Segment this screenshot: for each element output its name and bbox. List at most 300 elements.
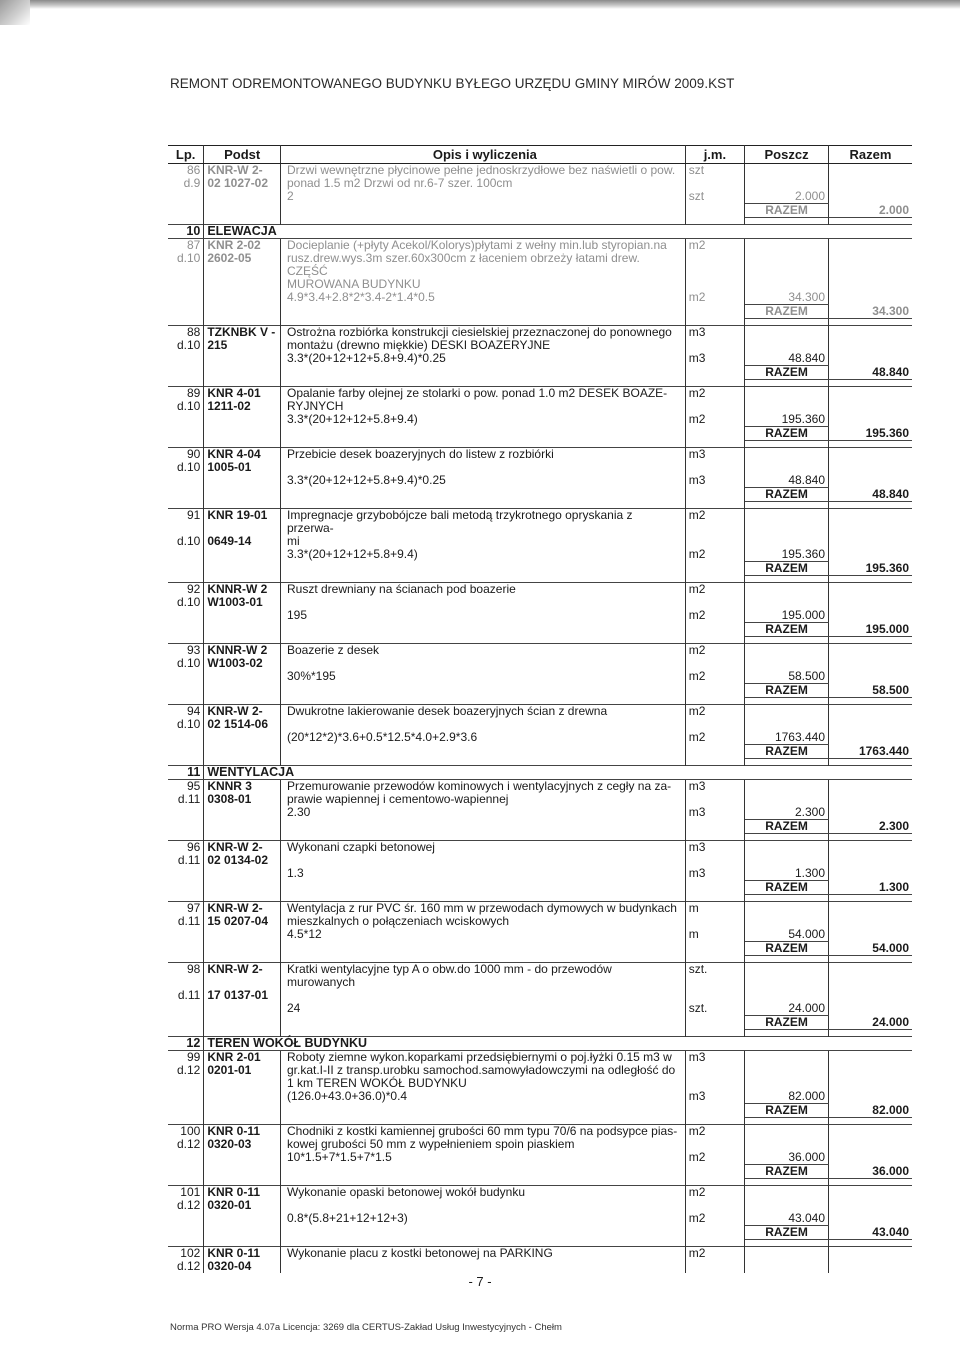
empty-cell [685, 1165, 744, 1179]
formula-unit: szt [685, 190, 744, 204]
description-line: Docieplanie (+płyty Acekol/Kolorys)płytami z wełny min.lub styropian.na [280, 239, 685, 253]
empty-cell [168, 352, 204, 366]
razem-value: 36.000 [829, 1165, 912, 1179]
position-sub: d.10 [168, 535, 204, 548]
empty-cell [280, 488, 685, 502]
formula: 10*1.5+7*1.5+7*1.5 [280, 1151, 685, 1165]
razem-label: RAZEM [745, 820, 829, 834]
quantity: 1.300 [745, 867, 829, 881]
razem-row [168, 488, 912, 502]
col-lp: Lp. [168, 146, 204, 164]
position-sub: d.10 [168, 657, 204, 670]
empty-cell [168, 427, 204, 441]
table-header-row [168, 146, 912, 164]
formula: 2 [280, 190, 685, 204]
podstawa-cell [204, 1077, 281, 1090]
position-number: 91 [168, 509, 204, 536]
spacer-row [168, 218, 912, 225]
razem-label: RAZEM [745, 427, 829, 441]
unit-cell: m3 [685, 780, 744, 794]
poszcz-cell [745, 583, 829, 597]
podstawa-cell: 0201-01 [204, 1064, 281, 1077]
podstawa-cell: 0320-01 [204, 1199, 281, 1212]
razem-label: RAZEM [745, 562, 829, 576]
empty-cell [168, 928, 204, 942]
empty-cell [168, 1090, 204, 1104]
razem-cell [829, 963, 912, 990]
position-sub [168, 1077, 204, 1090]
description-line: Przemurowanie przewodów kominowych i wentylacyjnych z cegły na za- [280, 780, 685, 794]
col-poszcz: Poszcz [745, 146, 829, 164]
razem-cell [829, 164, 912, 178]
position-sub: d.10 [168, 339, 204, 352]
formula: 3.3*(20+12+12+5.8+9.4)*0.25 [280, 352, 685, 366]
empty-cell [168, 190, 204, 204]
section-title: WENTYLACJA [204, 766, 912, 780]
unit-cell: m2 [685, 509, 744, 536]
unit-cell: m3 [685, 841, 744, 855]
measurement-row [168, 731, 912, 745]
table-row [168, 1051, 912, 1065]
empty-cell [829, 474, 912, 488]
empty-cell [204, 413, 281, 427]
description-line: mi [280, 535, 685, 548]
empty-cell [204, 731, 281, 745]
document-header: REMONT ODREMONTOWANEGO BUDYNKU BYŁEGO URZĘDU GMINY MIRÓW 2009.KST [170, 76, 735, 91]
podstawa-cell: KNR-W 2- [204, 164, 281, 178]
measurement-row [168, 928, 912, 942]
razem-row [168, 684, 912, 698]
empty-cell [204, 1104, 281, 1118]
position-sub: d.10 [168, 400, 204, 413]
razem-cell [829, 509, 912, 536]
position-number: 101 [168, 1186, 204, 1200]
razem-row [168, 881, 912, 895]
description-line: Wentylacja z rur PVC śr. 160 mm w przewodach dymowych w budynkach [280, 902, 685, 916]
formula: 24 [280, 1002, 685, 1016]
table-row [168, 1260, 912, 1273]
section-number: 10 [168, 225, 204, 239]
description-line: RYJNYCH [280, 400, 685, 413]
description-line: Wykonani czapki betonowej [280, 841, 685, 855]
empty-cell [829, 291, 912, 305]
podstawa-cell: KNR 0-11 [204, 1247, 281, 1261]
table-row [168, 583, 912, 597]
podstawa-cell: 02 0134-02 [204, 854, 281, 867]
empty-cell [829, 731, 912, 745]
spacer-cell [745, 1030, 829, 1037]
position-number: 92 [168, 583, 204, 597]
quantity: 82.000 [745, 1090, 829, 1104]
col-podst: Podst [204, 146, 281, 164]
empty-cell [280, 1165, 685, 1179]
empty-cell [829, 548, 912, 562]
podstawa-cell: KNR-W 2- [204, 963, 281, 990]
description-line: ponad 1.5 m2 Drzwi od nr.6-7 szer. 100cm [280, 177, 685, 190]
position-number: 94 [168, 705, 204, 719]
razem-value: 58.500 [829, 684, 912, 698]
position-sub: d.11 [168, 915, 204, 928]
table-row [168, 1247, 912, 1261]
position-number: 98 [168, 963, 204, 990]
empty-cell [204, 305, 281, 319]
razem-label: RAZEM [745, 684, 829, 698]
podstawa-cell: KNR-W 2- [204, 705, 281, 719]
quantity: 48.840 [745, 352, 829, 366]
table-row [168, 252, 912, 278]
spacer-row [168, 637, 912, 644]
podstawa-cell: 15 0207-04 [204, 915, 281, 928]
poszcz-cell [745, 252, 829, 278]
razem-value: 1.300 [829, 881, 912, 895]
formula: 4.9*3.4+2.8*2*3.4-2*1.4*0.5 [280, 291, 685, 305]
formula: 0.8*(5.8+21+12+12+3) [280, 1212, 685, 1226]
unit-cell: szt. [685, 963, 744, 990]
spacer-cell [685, 759, 744, 766]
podstawa-cell: 0308-01 [204, 793, 281, 806]
description-line: mieszkalnych o połączeniach wciskowych [280, 915, 685, 928]
quantity: 195.360 [745, 548, 829, 562]
empty-cell [168, 942, 204, 956]
empty-cell [168, 806, 204, 820]
razem-row [168, 1016, 912, 1030]
unit-cell: m2 [685, 239, 744, 253]
description-line: gr.kat.I-II z transp.urobku samochod.samowyładowczymi na odległość do [280, 1064, 685, 1077]
empty-cell [685, 684, 744, 698]
podstawa-cell: 02 1514-06 [204, 718, 281, 731]
description-line [280, 1260, 685, 1273]
empty-cell [204, 928, 281, 942]
spacer-cell [829, 1179, 912, 1186]
poszcz-cell [745, 509, 829, 536]
spacer-cell [829, 637, 912, 644]
position-number: 95 [168, 780, 204, 794]
description-line [280, 596, 685, 609]
description-line: montażu (drewno miękkie) DESKI BOAZERYJNE [280, 339, 685, 352]
razem-value: 2.300 [829, 820, 912, 834]
formula: (20*12*2)*3.6+0.5*12.5*4.0+2.9*3.6 [280, 731, 685, 745]
empty-cell [204, 548, 281, 562]
empty-cell [685, 427, 744, 441]
empty-cell [204, 867, 281, 881]
table-row [168, 841, 912, 855]
razem-cell [829, 387, 912, 401]
spacer-row [168, 576, 912, 583]
spacer-cell [829, 698, 912, 705]
table-row [168, 509, 912, 536]
razem-cell [829, 596, 912, 609]
empty-cell [168, 820, 204, 834]
empty-cell [204, 190, 281, 204]
position-sub: d.12 [168, 1064, 204, 1077]
empty-cell [829, 867, 912, 881]
empty-cell [204, 745, 281, 759]
spacer-cell [829, 895, 912, 902]
formula-unit: m [685, 928, 744, 942]
razem-value: 195.360 [829, 562, 912, 576]
razem-value: 195.360 [829, 427, 912, 441]
empty-cell [280, 1226, 685, 1240]
formula-unit: m2 [685, 731, 744, 745]
empty-cell [204, 1226, 281, 1240]
empty-cell [204, 881, 281, 895]
description-line: prawie wapiennej i cementowo-wapiennej [280, 793, 685, 806]
empty-cell [280, 366, 685, 380]
poszcz-cell [745, 164, 829, 178]
empty-cell [204, 488, 281, 502]
razem-cell [829, 400, 912, 413]
position-sub: d.12 [168, 1260, 204, 1273]
unit-cell [685, 252, 744, 278]
poszcz-cell [745, 705, 829, 719]
poszcz-cell [745, 1064, 829, 1077]
empty-cell [204, 670, 281, 684]
quantity: 36.000 [745, 1151, 829, 1165]
empty-cell [204, 1212, 281, 1226]
razem-cell [829, 780, 912, 794]
empty-cell [168, 1104, 204, 1118]
unit-cell: m2 [685, 1186, 744, 1200]
quantity: 58.500 [745, 670, 829, 684]
empty-cell [685, 623, 744, 637]
empty-cell [168, 1002, 204, 1016]
measurement-row [168, 291, 912, 305]
position-number: 102 [168, 1247, 204, 1261]
formula-unit: m2 [685, 670, 744, 684]
position-sub [168, 278, 204, 291]
position-number: 86 [168, 164, 204, 178]
razem-row [168, 366, 912, 380]
spacer-cell [745, 1179, 829, 1186]
scan-edge-shadow [0, 0, 960, 9]
position-number: 87 [168, 239, 204, 253]
razem-cell [829, 705, 912, 719]
table-row [168, 644, 912, 658]
unit-cell: m2 [685, 1247, 744, 1261]
formula: 4.5*12 [280, 928, 685, 942]
poszcz-cell [745, 1260, 829, 1273]
position-sub: d.11 [168, 793, 204, 806]
formula-unit: m2 [685, 609, 744, 623]
empty-cell [168, 1151, 204, 1165]
description-line: Opalanie farby olejnej ze stolarki o pow. ponad 1.0 m2 DESEK BOAZE- [280, 387, 685, 401]
podstawa-cell: KNNR-W 2 [204, 583, 281, 597]
unit-cell: m2 [685, 705, 744, 719]
section-title: ELEWACJA [204, 225, 912, 239]
razem-row [168, 305, 912, 319]
description-line [280, 854, 685, 867]
formula: 195 [280, 609, 685, 623]
spacer-cell [829, 380, 912, 387]
description-line: MUROWANA BUDYNKU [280, 278, 685, 291]
description-line: Dwukrotne lakierowanie desek boazeryjnych ścian z drewna [280, 705, 685, 719]
description-line: Ostrożna rozbiórka konstrukcji ciesielskiej przeznaczonej do ponownego [280, 326, 685, 340]
quantity: 43.040 [745, 1212, 829, 1226]
empty-cell [168, 562, 204, 576]
quantity: 54.000 [745, 928, 829, 942]
empty-cell [168, 305, 204, 319]
unit-cell: m [685, 902, 744, 916]
position-number: 90 [168, 448, 204, 462]
unit-cell: m2 [685, 387, 744, 401]
podstawa-cell: KNR 19-01 [204, 509, 281, 536]
empty-cell [829, 352, 912, 366]
razem-cell [829, 535, 912, 548]
razem-row [168, 1104, 912, 1118]
razem-label: RAZEM [745, 1165, 829, 1179]
unit-cell: m3 [685, 448, 744, 462]
razem-value: 34.300 [829, 305, 912, 319]
formula: 30%*195 [280, 670, 685, 684]
empty-cell [829, 806, 912, 820]
podstawa-cell: KNR 0-11 [204, 1186, 281, 1200]
empty-cell [829, 1212, 912, 1226]
section-header [168, 766, 912, 780]
formula-unit: m2 [685, 413, 744, 427]
empty-cell [685, 488, 744, 502]
empty-cell [168, 1212, 204, 1226]
measurement-row [168, 352, 912, 366]
position-sub: d.11 [168, 989, 204, 1002]
formula: (126.0+43.0+36.0)*0.4 [280, 1090, 685, 1104]
spacer-cell [829, 1240, 912, 1247]
razem-row [168, 1165, 912, 1179]
spacer-cell [829, 759, 912, 766]
measurement-row [168, 867, 912, 881]
razem-label: RAZEM [745, 305, 829, 319]
razem-cell [829, 657, 912, 670]
razem-cell [829, 1138, 912, 1151]
empty-cell [204, 352, 281, 366]
razem-cell [829, 252, 912, 278]
spacer-cell [685, 1030, 744, 1037]
spacer-cell [829, 576, 912, 583]
section-header [168, 1037, 912, 1051]
description-line: Drzwi wewnętrzne płycinowe pełne jednoskrzydłowe bez naświetli o pow. [280, 164, 685, 178]
position-sub: d.12 [168, 1199, 204, 1212]
poszcz-cell [745, 644, 829, 658]
razem-cell [829, 339, 912, 352]
empty-cell [280, 1104, 685, 1118]
description-line: rusz.drew.wys.3m szer.60x300cm z łaceniem obrzeży łatami drew. CZĘŚĆ [280, 252, 685, 278]
podstawa-cell: KNR-W 2- [204, 841, 281, 855]
description-line: Impregnacje grzybobójcze bali metodą trzykrotnego opryskania z przerwa- [280, 509, 685, 536]
empty-cell [168, 623, 204, 637]
spacer-cell [745, 698, 829, 705]
position-number: 96 [168, 841, 204, 855]
razem-cell [829, 644, 912, 658]
razem-value: 2.000 [829, 204, 912, 218]
empty-cell [168, 670, 204, 684]
empty-cell [168, 881, 204, 895]
position-number: 100 [168, 1125, 204, 1139]
spacer-cell [745, 759, 829, 766]
position-number: 97 [168, 902, 204, 916]
podstawa-cell: KNR 4-01 [204, 387, 281, 401]
empty-cell [829, 1090, 912, 1104]
empty-cell [829, 928, 912, 942]
empty-cell [280, 1016, 685, 1030]
poszcz-cell [745, 1051, 829, 1065]
razem-value: 48.840 [829, 488, 912, 502]
table-row [168, 780, 912, 794]
spacer-cell [745, 956, 829, 963]
position-sub: d.12 [168, 1138, 204, 1151]
empty-cell [204, 623, 281, 637]
podstawa-cell: 0649-14 [204, 535, 281, 548]
spacer-cell [280, 759, 685, 766]
measurement-row [168, 806, 912, 820]
poszcz-cell [745, 780, 829, 794]
quantity: 1763.440 [745, 731, 829, 745]
empty-cell [204, 942, 281, 956]
razem-cell [829, 326, 912, 340]
spacer-cell [829, 1118, 912, 1125]
razem-cell [829, 854, 912, 867]
unit-cell: m2 [685, 644, 744, 658]
spacer-cell [829, 1030, 912, 1037]
empty-cell [204, 1151, 281, 1165]
table-row [168, 1125, 912, 1139]
razem-row [168, 1226, 912, 1240]
podstawa-cell: 215 [204, 339, 281, 352]
quantity: 48.840 [745, 474, 829, 488]
empty-cell [204, 609, 281, 623]
empty-cell [204, 820, 281, 834]
empty-cell [280, 881, 685, 895]
spacer-cell [685, 218, 744, 225]
empty-cell [168, 731, 204, 745]
spacer-cell [745, 834, 829, 841]
empty-cell [168, 204, 204, 218]
formula-unit: m2 [685, 1151, 744, 1165]
empty-cell [168, 1165, 204, 1179]
measurement-row [168, 1212, 912, 1226]
razem-value: 82.000 [829, 1104, 912, 1118]
formula: 3.3*(20+12+12+5.8+9.4) [280, 548, 685, 562]
razem-cell [829, 583, 912, 597]
poszcz-cell [745, 326, 829, 340]
formula: 3.3*(20+12+12+5.8+9.4)*0.25 [280, 474, 685, 488]
razem-value: 195.000 [829, 623, 912, 637]
section-number: 11 [168, 766, 204, 780]
formula-unit: m3 [685, 352, 744, 366]
podstawa-cell: KNR 0-11 [204, 1125, 281, 1139]
spacer-cell [745, 576, 829, 583]
empty-cell [829, 1002, 912, 1016]
measurement-row [168, 1151, 912, 1165]
empty-cell [204, 1090, 281, 1104]
razem-cell [829, 1260, 912, 1273]
formula-unit: m2 [685, 291, 744, 305]
formula-unit: szt. [685, 1002, 744, 1016]
empty-cell [829, 1151, 912, 1165]
empty-cell [168, 548, 204, 562]
description-line: Boazerie z desek [280, 644, 685, 658]
razem-cell [829, 915, 912, 928]
poszcz-cell [745, 902, 829, 916]
razem-cell [829, 902, 912, 916]
spacer-cell [745, 895, 829, 902]
quantity: 2.300 [745, 806, 829, 820]
spacer-row [168, 1179, 912, 1186]
unit-cell [685, 1064, 744, 1077]
poszcz-cell [745, 1125, 829, 1139]
empty-cell [168, 1016, 204, 1030]
razem-row [168, 427, 912, 441]
razem-value: 48.840 [829, 366, 912, 380]
razem-label: RAZEM [745, 623, 829, 637]
